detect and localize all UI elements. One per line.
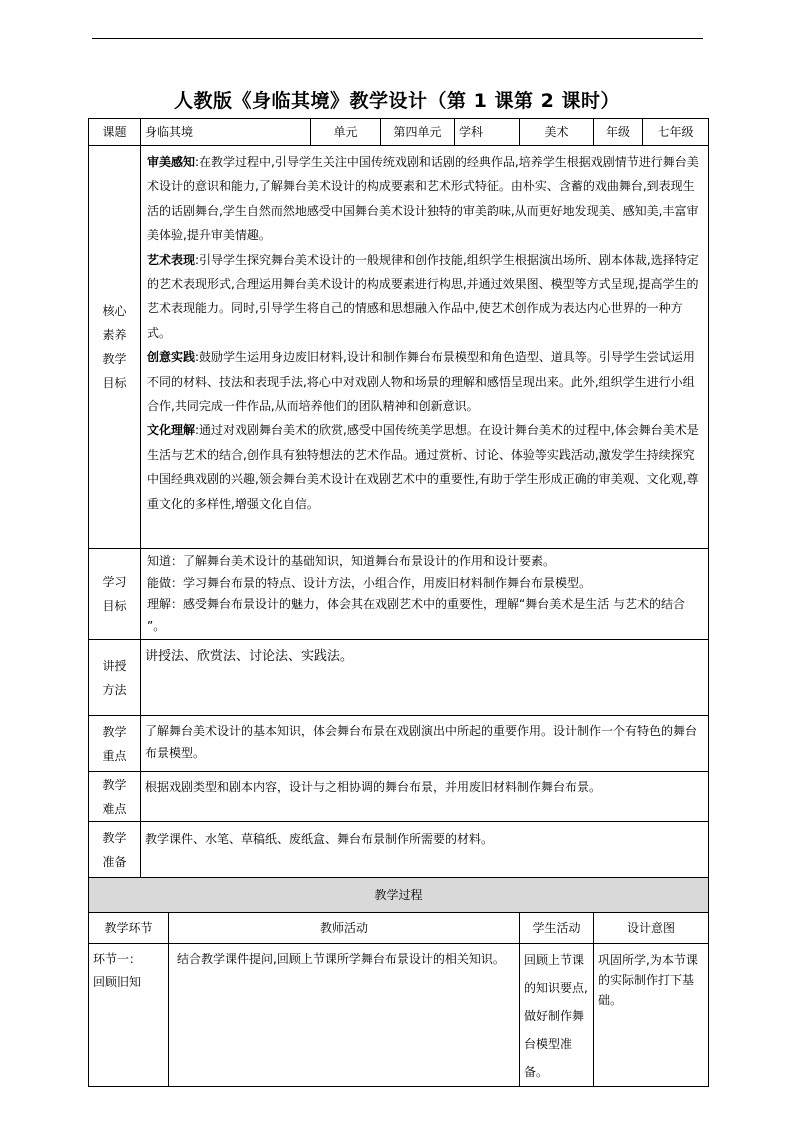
preparation-row: [89, 822, 709, 878]
difficulty-label: 教学 难点: [89, 772, 141, 822]
grade-value: 七年级: [643, 119, 709, 146]
goal-culture: 文化理解:通过对戏剧舞台美术的欣赏,感受中国传统美学思想。在设计舞台美术的过程中,体会舞台美术是生活与艺术的结合,创作具有独特想法的艺术作品。通过赏析、讨论、体验等实践活动,激发学生持续探究中国经典戏剧的兴趣,领会舞台美术设计在戏剧艺术中的重要性,有助于学生形成正确的审美观、文化观,尊重文化的多样性,增强文化自信。: [147, 423, 699, 511]
step-student: 回顾上节课的知识要点,做好制作舞台模型准备。: [520, 944, 594, 1087]
step-stage: 环节一： 回顾旧知: [89, 944, 169, 1087]
process-title: 教学过程: [89, 878, 709, 913]
step-teacher: 结合教学课件提问,回顾上节课所学舞台布景设计的相关知识。: [169, 944, 520, 1087]
preparation-content: 教学课件、水笔、草稿纸、废纸盒、舞台布景制作所需要的材料。: [141, 822, 709, 878]
difficulty-content: 根据戏剧类型和剧本内容，设计与之相协调的舞台布景，并用废旧材料制作舞台布景。: [141, 772, 709, 822]
goal-expression: 艺术表现:引导学生探究舞台美术设计的一般规律和创作技能,组织学生根据演出场所、剧本体裁,选择特定的艺术表现形式,合理运用舞台美术设计的构成要素进行构思,并通过效果图、模型等方式呈现,提高学生的艺术表现能力。同时,引导学生将自己的情感和思想融入作品中,使艺术创作成为表达内心世界的一种方式。: [147, 252, 699, 340]
header-rule: [92, 38, 703, 39]
learning-goals-row: [89, 549, 709, 640]
header-student: 学生活动: [520, 913, 594, 944]
key-point-content: 了解舞台美术设计的基本知识，体会舞台布景在戏剧演出中所起的重要作用。设计制作一个有特色的舞台布景模型。: [141, 716, 709, 772]
grade-label: 年级: [594, 119, 643, 146]
header-stage: 教学环节: [89, 913, 169, 944]
process-step-row: [89, 944, 709, 1087]
process-header-row: [89, 913, 709, 944]
method-row: [89, 640, 709, 716]
learning-goals-label: 学习 目标: [89, 549, 141, 640]
preparation-label: 教学 准备: [89, 822, 141, 878]
key-point-label: 教学 重点: [89, 716, 141, 772]
goal-aesthetic: 审美感知:在教学过程中,引导学生关注中国传统戏剧和话剧的经典作品,培养学生根据戏剧情节进行舞台美术设计的意识和能力,了解舞台美术设计的构成要素和艺术形式特征。由朴实、含蓄的戏曲舞台,到表现生活的话剧舞台,学生自然而然地感受中国舞台美术设计独特的审美韵味,从而更好地发现美、感知美,丰富审美体验,提升审美情趣。: [147, 155, 699, 243]
method-label: 讲授 方法: [89, 640, 141, 716]
subject-value: 美术: [520, 119, 594, 146]
difficulty-row: [89, 772, 709, 822]
header-teacher: 教师活动: [169, 913, 520, 944]
goal-practice: 创意实践:鼓励学生运用身边废旧材料,设计和制作舞台布景模型和角色造型、道具等。引导学生尝试运用不同的材料、技法和表现手法,将心中对戏剧人物和场景的理解和感悟呈现出来。此外,组织学生进行小组合作,共同完成一件作品,从而培养他们的团队精神和创新意识。: [147, 350, 695, 414]
page-title: 人教版《身临其境》教学设计（第 1 课第 2 课时）: [174, 90, 620, 112]
lesson-plan-table: [88, 118, 709, 1087]
step-intent: 巩固所学,为本节课的实际制作打下基础。: [594, 944, 709, 1087]
key-point-row: [89, 716, 709, 772]
core-goals-content: [141, 146, 709, 549]
topic-label: 课题: [89, 119, 141, 146]
info-row: [89, 119, 709, 146]
header-intent: 设计意图: [594, 913, 709, 944]
process-section-row: [89, 878, 709, 913]
subject-label: 学科: [455, 119, 520, 146]
unit-label: 单元: [311, 119, 381, 146]
core-goals-row: [89, 146, 709, 549]
unit-value: 第四单元: [381, 119, 455, 146]
learning-goals-content: 知道：了解舞台美术设计的基础知识，知道舞台布景设计的作用和设计要素。 能做：学习舞台布景的特点、设计方法，小组合作，用废旧材料制作舞台布景模型。 理解：感受舞台布景设计的魅力，体会其在戏剧艺术中的重要性，理解“舞台美术是生活 与艺术的结合 ”。: [141, 549, 709, 640]
method-content: 讲授法、欣赏法、讨论法、实践法。: [141, 640, 709, 716]
core-goals-label: 核心 素养 教学 目标: [89, 146, 141, 549]
topic-value: 身临其境: [141, 119, 311, 146]
